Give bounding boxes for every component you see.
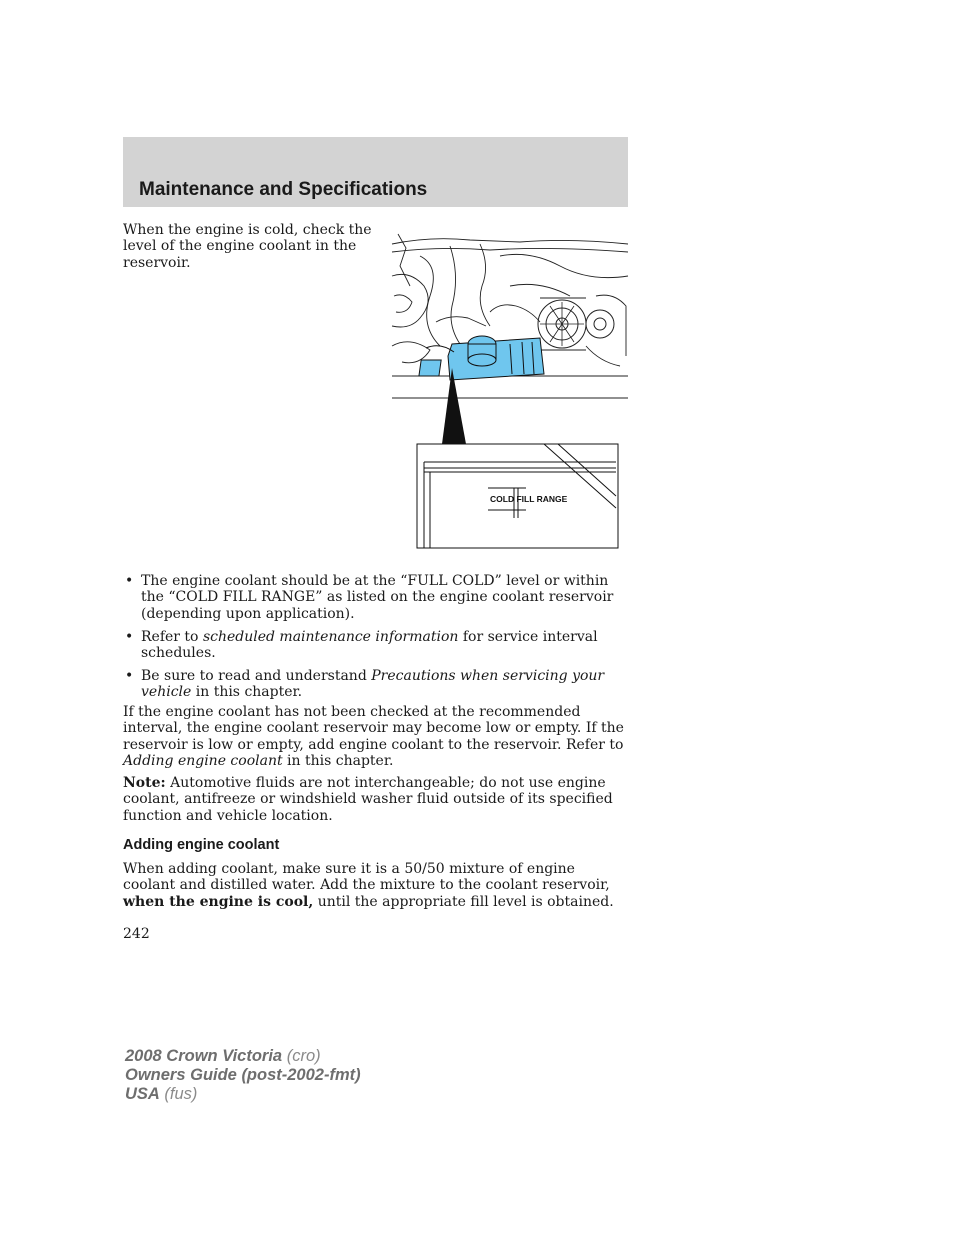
para-text: If the engine coolant has not been checked at the recommended interval, the engine coolant reservoir may become low or empty. If the reservoir is low or empty, add engine coolant to the reservoir. Refer to: [123, 704, 624, 753]
bullet-text: The engine coolant should be at the “FULL COLD” level or within the “COLD FILL RANGE” as listed on the engine coolant reservoir (depending upon application).: [141, 573, 614, 622]
bullet-dot: •: [125, 668, 134, 685]
engine-bay-illustration: [390, 226, 630, 551]
bullet-text-ref: scheduled maintenance information: [202, 628, 459, 645]
list-item: [123, 668, 628, 701]
section-header-band: [123, 137, 628, 207]
section-title: Maintenance and Specifications: [139, 179, 428, 200]
adding-coolant-paragraph: [123, 861, 628, 910]
footer-model-code: (cro): [282, 1047, 321, 1065]
bullet-dot: •: [125, 573, 134, 589]
footer-model: 2008 Crown Victoria: [125, 1047, 283, 1065]
document-footer: [125, 1047, 361, 1104]
footer-guide: Owners Guide (post-2002-fmt): [125, 1066, 361, 1084]
bullet-text-post: in this chapter.: [191, 684, 303, 701]
page-number: 242: [123, 926, 150, 942]
note-paragraph: [123, 775, 628, 824]
note-text: Automotive fluids are not interchangeable; do not use engine coolant, antifreeze or windshield washer fluid outside of its specified function and vehicle location.: [123, 775, 613, 824]
footer-market-code: (fus): [159, 1085, 198, 1103]
bullet-list: [123, 573, 628, 707]
cold-fill-range-label: COLD FILL RANGE: [490, 494, 568, 504]
low-coolant-paragraph: [123, 704, 628, 770]
subheading: Adding engine coolant: [123, 837, 280, 853]
bullet-dot: •: [125, 628, 134, 645]
bullet-text-pre: Refer to: [141, 628, 203, 645]
bullet-text-ref: Precautions when servicing your vehicle: [141, 668, 605, 701]
para-text-end: in this chapter.: [282, 753, 394, 770]
intro-paragraph: When the engine is cold, check the level of the engine coolant in the reservoir.: [123, 222, 372, 271]
bullet-text-post: for service interval schedules.: [141, 628, 598, 662]
list-item: [123, 573, 628, 622]
para-ref: Adding engine coolant: [123, 753, 283, 770]
list-item: [123, 629, 628, 662]
para-text: When adding coolant, make sure it is a 50/50 mixture of engine coolant and distilled water. Add the mixture to the coolant reservoir,: [123, 861, 610, 894]
para-emphasis: when the engine is cool,: [123, 893, 314, 910]
para-text-end: until the appropriate fill level is obtained.: [313, 893, 614, 910]
coolant-reservoir-figure: [390, 226, 630, 551]
bullet-text-pre: Be sure to read and understand: [141, 668, 372, 685]
footer-market: USA: [125, 1085, 160, 1103]
note-label: Note:: [123, 775, 166, 791]
